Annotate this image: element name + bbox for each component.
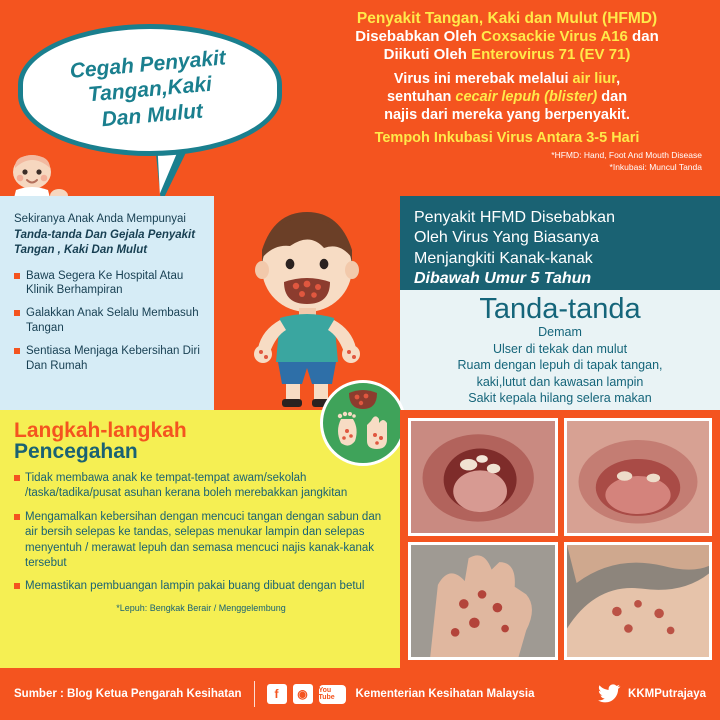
footer — [0, 668, 720, 720]
blister-highlight: cecair lepuh (blister) — [455, 88, 598, 105]
incubation-text: Tempoh Inkubasi Virus Antara 3-5 Hari — [374, 130, 640, 147]
header-cause-line — [308, 28, 706, 46]
speech-bubble-text — [18, 18, 282, 162]
virus-info-panel — [400, 196, 720, 290]
header-info-panel — [300, 0, 720, 196]
virus-info-line-1: Penyakit HFMD Disebabkan — [414, 209, 615, 226]
signs-item: Ulser di tekak dan mulut — [492, 341, 628, 356]
bubble-line-3: Dan Mulut — [100, 99, 204, 132]
transmission-a: Virus ini merebak melalui — [393, 70, 573, 87]
prevention-list — [14, 471, 388, 595]
action-intro-em2: Tangan , Kaki Dan Mulut — [14, 244, 148, 257]
header-cause-line-2 — [308, 46, 706, 64]
action-intro-plain: Sekiranya Anak Anda Mempunyai — [14, 213, 186, 225]
virus-info-line-4: Dibawah Umur 5 Tahun — [414, 270, 592, 288]
list-item: Memastikan pembuangan lampin pakai buang dibuat dengan betul — [14, 579, 388, 594]
signs-item: kaki,lutut dan kawasan lampin — [476, 374, 644, 389]
virus-info-line-2: Oleh Virus Yang Biasanya — [414, 229, 600, 247]
hand-foot-icons — [323, 383, 403, 463]
followed-text: Diikuti Oleh — [383, 45, 472, 63]
action-intro-em1: Tanda-tanda Dan Gejala Penyakit — [14, 228, 196, 241]
signs-item: Demam — [538, 325, 582, 340]
cause-text-b: dan — [627, 28, 659, 46]
signs-item: Ruam dengan lepuh di tapak tangan, — [457, 358, 663, 373]
facebook-icon[interactable]: f — [267, 684, 287, 704]
prevention-title-line-1: Langkah-langkah — [14, 419, 187, 442]
speech-bubble — [18, 24, 282, 156]
photo-hand-blisters — [564, 542, 712, 660]
footnote-hfmd: *HFMD: Hand, Foot And Mouth Disease — [551, 150, 702, 161]
transmission-d: dan — [597, 88, 628, 105]
bubble-line-1: Cegah Penyakit — [68, 45, 227, 83]
signs-title: Tanda-tanda — [479, 293, 641, 325]
youtube-icon[interactable]: You Tube — [319, 685, 346, 704]
signs-panel — [400, 290, 720, 410]
transmission-text — [308, 70, 706, 124]
list-item: Tidak membawa anak ke tempat-tempat awam/sekolah /taska/tadika/pusat asuhan kerana boleh merebakkan jangkitan — [14, 471, 388, 502]
hand-foot-mouth-icon — [320, 380, 406, 466]
footer-divider — [254, 681, 255, 707]
photo-grid — [400, 410, 720, 668]
prevention-title-line-2: Pencegahan — [14, 440, 138, 463]
action-intro — [14, 212, 204, 259]
virus-ev71: Enterovirus 71 (EV 71) — [471, 45, 631, 63]
footnote-incubation: *Inkubasi: Muncul Tanda — [609, 161, 702, 172]
twitter-icon[interactable] — [597, 684, 621, 704]
symptoms-action-panel — [0, 196, 214, 410]
list-item: Sentiasa Menjaga Kebersihan Diri Dan Rumah — [14, 344, 204, 374]
signs-item: Sakit kepala hilang selera makan — [468, 391, 652, 406]
footer-twitter-group[interactable] — [597, 684, 706, 704]
list-item: Mengamalkan kebersihan dengan mencuci tangan dengan sabun dan air bersih selepas ke tandas, selepas menukar lampin dan selepas menyentuh / merawat lepuh dan semasa mencuci najis kanak-kanak tersebut — [14, 510, 388, 572]
transmission-c: sentuhan — [386, 88, 456, 105]
virus-info-line-3: Menjangkiti Kanak-kanak — [414, 249, 593, 267]
twitter-handle[interactable]: KKMPutrajaya — [628, 688, 706, 700]
header-title: Penyakit Tangan, Kaki dan Mulut (HFMD) — [356, 10, 658, 27]
bubble-line-2: Tangan,Kaki — [87, 72, 213, 107]
saliva-highlight: air liur — [572, 70, 617, 87]
prevention-footnote: *Lepuh: Bengkak Berair / Menggelembung — [116, 602, 286, 613]
instagram-icon[interactable]: ◉ — [293, 684, 313, 704]
list-item: Bawa Segera Ke Hospital Atau Klinik Berhampiran — [14, 269, 204, 299]
virus-a16: Coxsackie Virus A16 — [481, 28, 628, 46]
transmission-e: najis dari mereka yang berpenyakit. — [384, 106, 630, 123]
cause-text-a: Disebabkan Oleh — [355, 28, 482, 46]
list-item: Galakkan Anak Selalu Membasuh Tangan — [14, 306, 204, 336]
header-footnotes — [308, 150, 706, 173]
ministry-name: Kementerian Kesihatan Malaysia — [355, 688, 535, 700]
boy-icon — [214, 196, 400, 410]
boy-illustration-area — [214, 196, 400, 410]
footer-source: Sumber : Blog Ketua Pengarah Kesihatan — [14, 688, 242, 700]
action-list — [14, 269, 204, 375]
photo-mouth-ulcer-2 — [564, 418, 712, 536]
photo-hand-rash — [408, 542, 558, 660]
transmission-b: , — [616, 70, 621, 87]
photo-mouth-ulcer-1 — [408, 418, 558, 536]
